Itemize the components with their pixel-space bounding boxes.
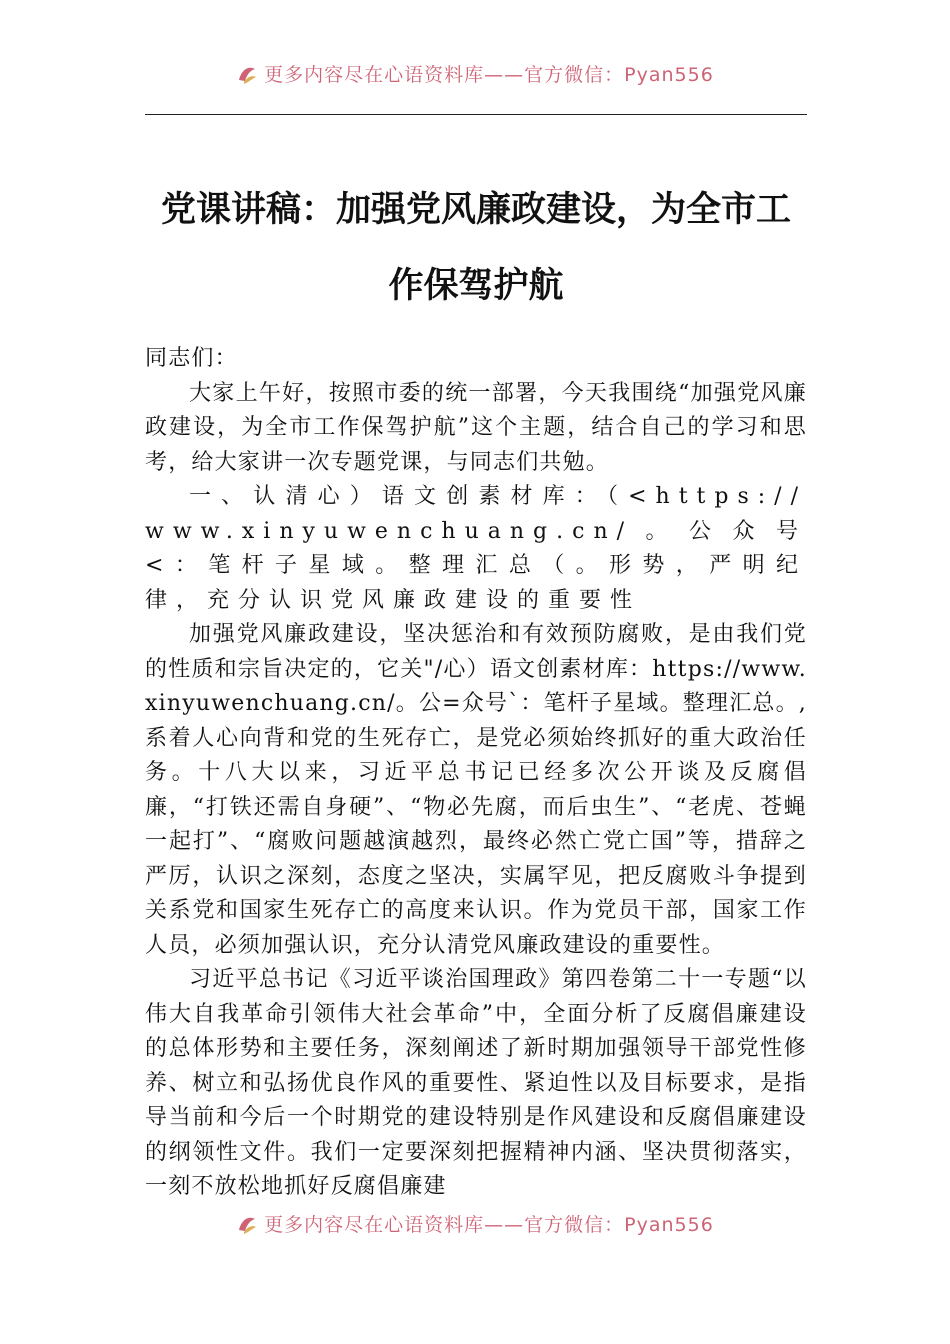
document-body	[145, 342, 807, 1205]
logo-icon	[236, 1213, 258, 1235]
document-title: 党课讲稿：加强党风廉政建设，为全市工作保驾护航	[160, 189, 791, 306]
paragraph-section-heading: 一、认清心）语文创素材库：（<https://www.xinyuwenchuang.cn/。公众号<：笔杆子星域。整理汇总（。形势，严明纪律，充分认识党风廉政建设的重要性	[145, 484, 807, 613]
paragraph-body-1: 加强党风廉政建设，坚决惩治和有效预防腐败，是由我们党的性质和宗旨决定的，它关"/心）语文创素材库：https://www.xinyuwenchuang.cn/。公=众号`：笔杆子星域。整理汇总。,系着人心向背和党的生死存亡，是党必须始终抓好的重大政治任务。十八大以来，习近平总书记已经多次公开谈及反腐倡廉，“打铁还需自身硬”、“物必先腐，而后虫生”、“老虎、苍蝇一起打”、“腐败问题越演越烈，最终必然亡党亡国”等，措辞之严厉，认识之深刻，态度之坚决，实属罕见，把反腐败斗争提到关系党和国家生死存亡的高度来认识。作为党员干部，国家工作人员，必须加强认识，充分认清党风廉政建设的重要性。	[145, 622, 807, 958]
watermark-header	[0, 60, 950, 87]
logo-icon	[236, 63, 258, 85]
watermark-footer	[0, 1210, 950, 1237]
paragraph-intro: 大家上午好，按照市委的统一部署，今天我围绕“加强党风廉政建设，为全市工作保驾护航”这个主题，结合自己的学习和思考，给大家讲一次专题党课，与同志们共勉。	[145, 380, 807, 475]
watermark-footer-text: 更多内容尽在心语资料库——官方微信：Pyan556	[264, 1214, 714, 1236]
header-divider	[145, 114, 807, 115]
paragraph-body-2: 习近平总书记《习近平谈治国理政》第四卷第二十一专题“以伟大自我革命引领伟大社会革命”中，全面分析了反腐倡廉建设的总体形势和主要任务，深刻阐述了新时期加强领导干部党性修养、树立和弘扬优良作风的重要性、紧迫性以及目标要求，是指导当前和今后一个时期党的建设特别是作风建设和反腐倡廉建设的纲领性文件。我们一定要深刻把握精神内涵、坚决贯彻落实，一刻不放松地抓好反腐倡廉建	[145, 967, 807, 1199]
salutation: 同志们：	[145, 346, 238, 371]
watermark-header-text: 更多内容尽在心语资料库——官方微信：Pyan556	[264, 64, 714, 86]
